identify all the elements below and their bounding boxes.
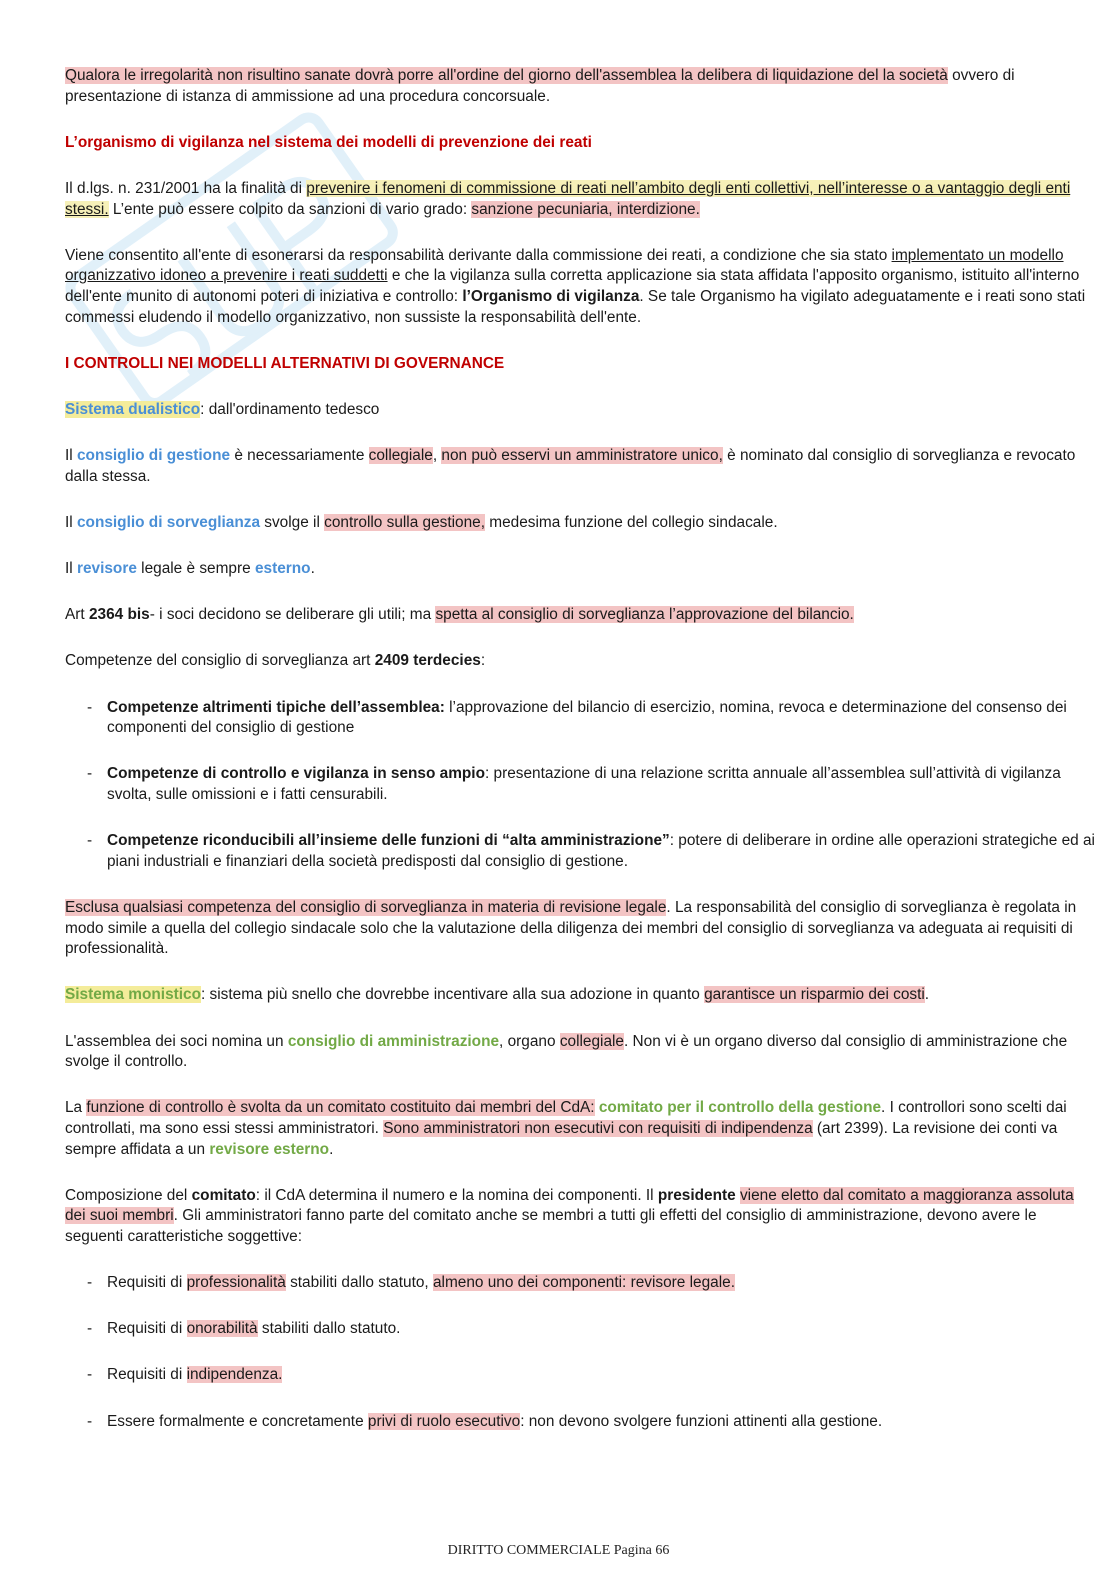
list-item: - Competenze altrimenti tipiche dell’assemblea: l’approvazione del bilancio di esercizio, nomina, revoca e determinazione del consenso dei componenti del consiglio di gestione (87, 698, 1067, 737)
list-item: - Requisiti di onorabilità stabiliti dallo statuto. (87, 1320, 401, 1338)
paragraph-esclusa-revisione: Esclusa qualsiasi competenza del consiglio di sorveglianza in materia di revisione legale. La responsabilità del consiglio di sorveglianza è regolata in modo simile a quella del collegio sindacale solo che la valutazione della diligenza dei membri del consiglio di sorveglianza va adeguata ai requisiti di professionalità. (65, 898, 1077, 958)
paragraph-esonero-responsabilita: Viene consentito all'ente di esonerarsi da responsabilità derivante dalla commissione dei reati, a condizione che sia stato implementato un modello organizzativo idoneo a prevenire i reati suddetti e che la vigilanza sulla corretta applicazione sia stata affidata l'apposito organismo, istituito all'interno dell'ente munito di autonomi poteri di iniziativa e controllo: l’Organismo di vigilanza. Se tale Organismo ha vigilato adeguatamente e i reati sono stati commessi eludendo il modello organizzativo, non sussiste la responsabilità dell'ente. (65, 246, 1086, 326)
paragraph-irregolarita: Qualora le irregolarità non risultino sanate dovrà porre all'ordine del giorno dell'assemblea la delibera di liquidazione del la società ovvero di presentazione di istanza di ammissione ad una procedura concorsuale. (65, 67, 1015, 105)
paragraph-sistema-dualistico: Sistema dualistico: dall'ordinamento tedesco (65, 400, 380, 418)
list-item: - Requisiti di professionalità stabiliti dallo statuto, almeno uno dei componenti: revisore legale. (87, 1274, 735, 1292)
paragraph-funzione-controllo: La funzione di controllo è svolta da un comitato costituito dai membri del CdA: comitato per il controllo della gestione. I controllori sono scelti dai controllati, ma sono essi stessi amministratori. Sono amministratori non esecutivi con requisiti di indipendenza (art 2399). La revisione dei conti va sempre affidata a un revisore esterno. (65, 1099, 1067, 1158)
list-item: - Competenze di controllo e vigilanza in senso ampio: presentazione di una relazione scritta annuale all’assemblea sull’attività di vigilanza svolta, sulle omissioni e i fatti censurabili. (87, 765, 1061, 803)
paragraph-revisore: Il revisore legale è sempre esterno. (65, 560, 315, 578)
section-heading-organismo-vigilanza: L’organismo di vigilanza nel sistema dei modelli di prevenzione dei reati (65, 133, 592, 151)
section-heading-controlli-governance: I CONTROLLI NEI MODELLI ALTERNATIVI DI GOVERNANCE (65, 354, 505, 372)
paragraph-sistema-monistico: Sistema monistico: sistema più snello che dovrebbe incentivare alla sua adozione in quanto garantisce un risparmio dei costi. (65, 986, 930, 1004)
document-page (65, 66, 1097, 1458)
paragraph-dlgs-231: Il d.lgs. n. 231/2001 ha la finalità di prevenire i fenomeni di commissione di reati nell’ambito degli enti collettivi, nell’interesse o a vantaggio degli enti stessi. L’ente può essere colpito da sanzioni di vario grado: sanzione pecuniaria, interdizione. (65, 179, 1071, 218)
paragraph-art-2364-bis: Art 2364 bis- i soci decidono se deliberare gli utili; ma spetta al consiglio di sorveglianza l’approvazione del bilancio. (65, 606, 854, 624)
competenze-list (65, 698, 1097, 873)
paragraph-consiglio-amministrazione: L'assemblea dei soci nomina un consiglio di amministrazione, organo collegiale. Non vi è un organo diverso dal consiglio di amministrazione che svolge il controllo. (65, 1032, 1068, 1071)
paragraph-consiglio-sorveglianza: Il consiglio di sorveglianza svolge il controllo sulla gestione, medesima funzione del collegio sindacale. (65, 513, 778, 531)
requisiti-list (65, 1273, 1097, 1432)
paragraph-composizione-comitato: Composizione del comitato: il CdA determina il numero e la nomina dei componenti. Il presidente viene eletto dal comitato a maggioranza assoluta dei suoi membri. Gli amministratori fanno parte del comitato anche se membri a tutti gli effetti del consiglio di amministrazione, devono avere le seguenti caratteristiche soggettive: (65, 1186, 1074, 1245)
list-item: - Essere formalmente e concretamente privi di ruolo esecutivo: non devono svolgere funzioni attinenti alla gestione. (87, 1412, 883, 1430)
paragraph-competenze-intro: Competenze del consiglio di sorveglianza art 2409 terdecies: (65, 652, 486, 670)
page-footer: DIRITTO COMMERCIALE Pagina 66 (447, 1543, 670, 1558)
list-item: - Competenze riconducibili all’insieme delle funzioni di “alta amministrazione”: potere di deliberare in ordine alle operazioni strategiche ed ai piani industriali e finanziari della società predisposti dal consiglio di gestione. (87, 832, 1095, 870)
paragraph-consiglio-gestione: Il consiglio di gestione è necessariamente collegiale, non può esservi un amministratore unico, è nominato dal consiglio di sorveglianza e revocato dalla stessa. (65, 447, 1076, 485)
list-item: - Requisiti di indipendenza. (87, 1366, 283, 1384)
